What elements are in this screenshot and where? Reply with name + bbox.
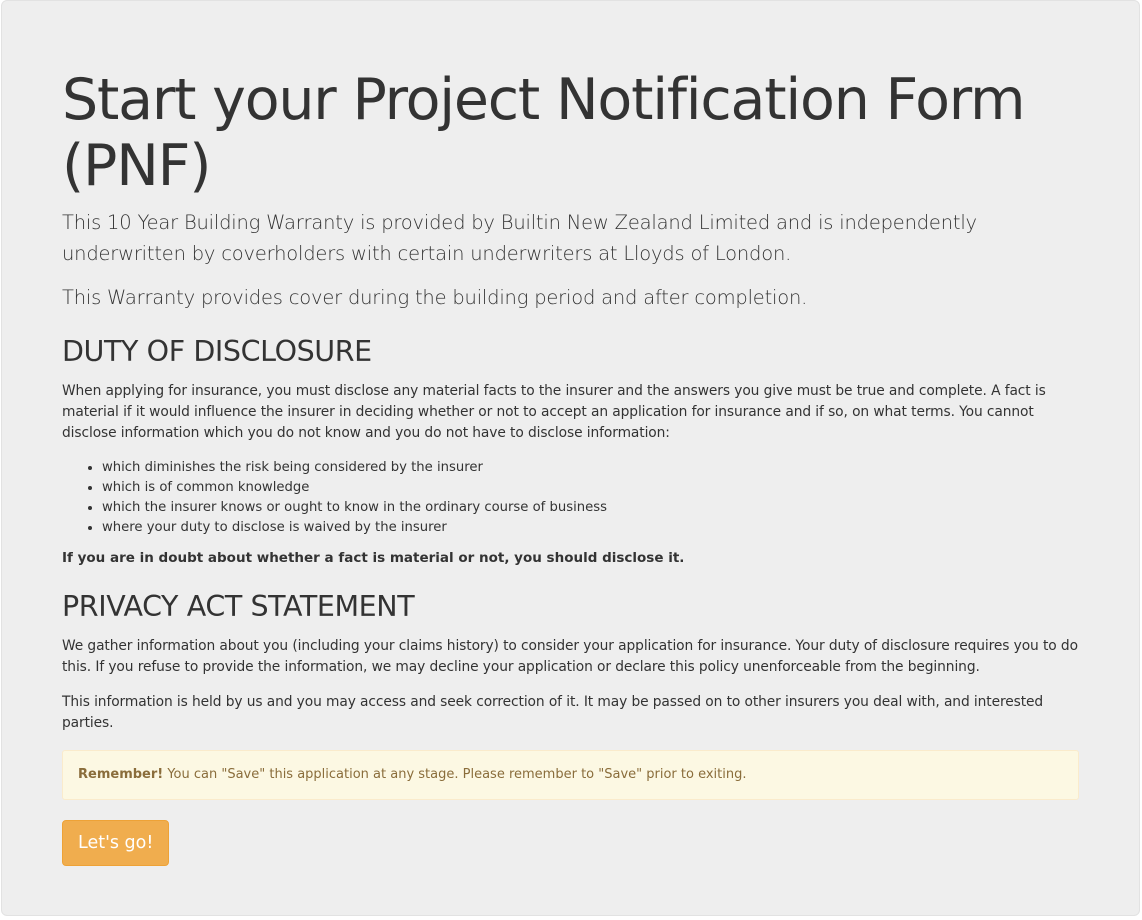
list-item: • which the insurer knows or ought to know in the ordinary course of business <box>102 498 1079 518</box>
lead-paragraph-cover: This Warranty provides cover during the building period and after completion. <box>62 286 808 309</box>
disclosure-list <box>62 458 1079 538</box>
disclosure-heading: DUTY OF DISCLOSURE <box>62 335 372 368</box>
privacy-paragraph-access: This information is held by us and you may access and seek correction of it. It may be passed on to other insurers you deal with, and interested parties. <box>62 694 1044 731</box>
list-item: • which is of common knowledge <box>102 478 1079 498</box>
page-title: Start your Project Notification Form (PNF) <box>62 67 1025 199</box>
alert-strong-label: Remember! <box>78 767 164 782</box>
lead-paragraph-warranty: This 10 Year Building Warranty is provided by Builtin New Zealand Limited and is independently underwritten by coverholders with certain underwriters at Lloyds of London. <box>62 211 977 265</box>
privacy-heading: PRIVACY ACT STATEMENT <box>62 590 415 623</box>
intro-panel <box>1 0 1140 916</box>
lets-go-button[interactable]: Let's go! <box>62 820 169 866</box>
save-reminder-alert <box>62 750 1079 800</box>
privacy-paragraph: We gather information about you (including your claims history) to consider your application for insurance. Your duty of disclosure requires you to do this. If you refuse to provide the information, we may decline your application or declare this policy unenforceable from the beginning. <box>62 638 1078 675</box>
alert-text: You can "Save" this application at any stage. Please remember to "Save" prior to exiting. <box>163 767 747 782</box>
disclosure-paragraph: When applying for insurance, you must disclose any material facts to the insurer and the answers you give must be true and complete. A fact is material if it would influence the insurer in deciding whether or not to accept an application for insurance and if so, on what terms. You cannot disclose information which you do not know and you do not have to disclose information: <box>62 383 1046 441</box>
disclosure-emphasis: If you are in doubt about whether a fact is material or not, you should disclose it. <box>62 550 685 566</box>
list-item: • which diminishes the risk being considered by the insurer <box>102 458 1079 478</box>
list-item: • where your duty to disclose is waived by the insurer <box>102 518 1079 538</box>
